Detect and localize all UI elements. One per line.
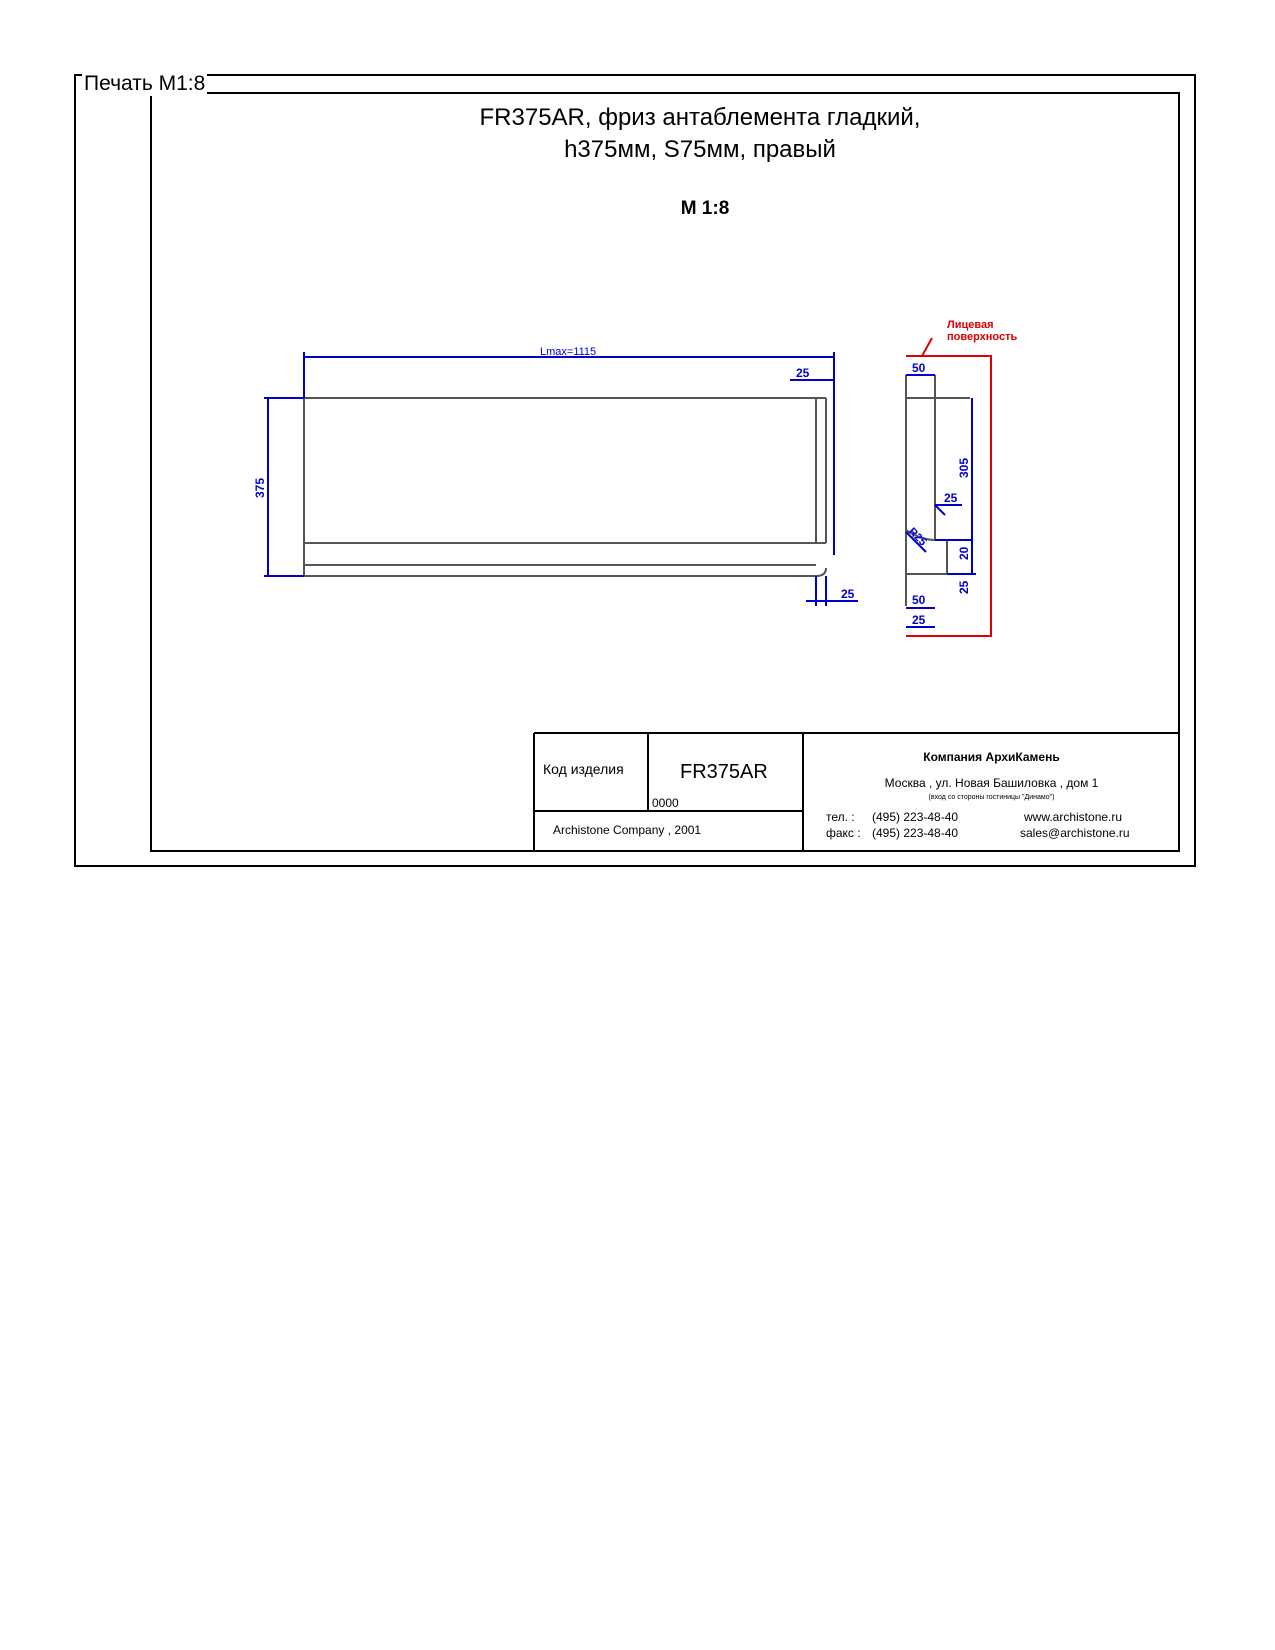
profile-view	[906, 319, 1018, 636]
drawing-title-line1: FR375AR, фриз антаблемента гладкий,	[479, 104, 921, 131]
face-label-line1: Лицевая	[947, 319, 994, 331]
front-view-outline	[304, 398, 826, 576]
product-code-label: Код изделия	[543, 761, 624, 777]
dim-step-25: 25	[944, 491, 958, 505]
company-name: Компания АрхиКамень	[923, 750, 1060, 764]
profile-outline	[906, 375, 970, 606]
face-surface-marker	[906, 338, 991, 636]
dim-radius-r25: R25	[905, 525, 929, 549]
website-link[interactable]: www.archistone.ru	[1024, 810, 1123, 824]
dim-bottom-right-25: 25	[841, 587, 855, 601]
tel-value: (495) 223-48-40	[872, 810, 959, 824]
product-code-number: 0000	[652, 796, 679, 810]
company-address: Москва , ул. Новая Башиловка , дом 1	[884, 776, 1099, 790]
dim-305: 305	[957, 457, 971, 478]
dim-20: 20	[957, 546, 971, 560]
dim-25-right: 25	[957, 580, 971, 594]
dim-bottom-25: 25	[912, 613, 926, 627]
fax-label: факс :	[826, 826, 861, 840]
dim-top-right-25: 25	[796, 366, 810, 380]
dim-height-375: 375	[253, 477, 267, 498]
fax-value: (495) 223-48-40	[872, 826, 959, 840]
face-label-line2: поверхность	[947, 331, 1018, 343]
lmax-label: Lmax=1115	[540, 346, 597, 358]
dim-bottom-width-50: 50	[912, 593, 926, 607]
company-address-note: (вход со стороны гостиницы "Динамо")	[928, 794, 1055, 801]
drawing-title-line2: h375мм, S75мм, правый	[564, 136, 836, 163]
product-code-value: FR375AR	[680, 761, 768, 783]
print-scale-label: Печать М1:8	[84, 72, 206, 95]
dim-top-width-50: 50	[912, 361, 926, 375]
front-view-dimensions	[264, 352, 858, 606]
drawing-scale: М 1:8	[680, 198, 730, 219]
front-view	[253, 346, 858, 606]
email-link[interactable]: sales@archistone.ru	[1020, 826, 1130, 840]
tel-label: тел. :	[826, 810, 855, 824]
copyright-text: Archistone Company , 2001	[553, 823, 702, 837]
